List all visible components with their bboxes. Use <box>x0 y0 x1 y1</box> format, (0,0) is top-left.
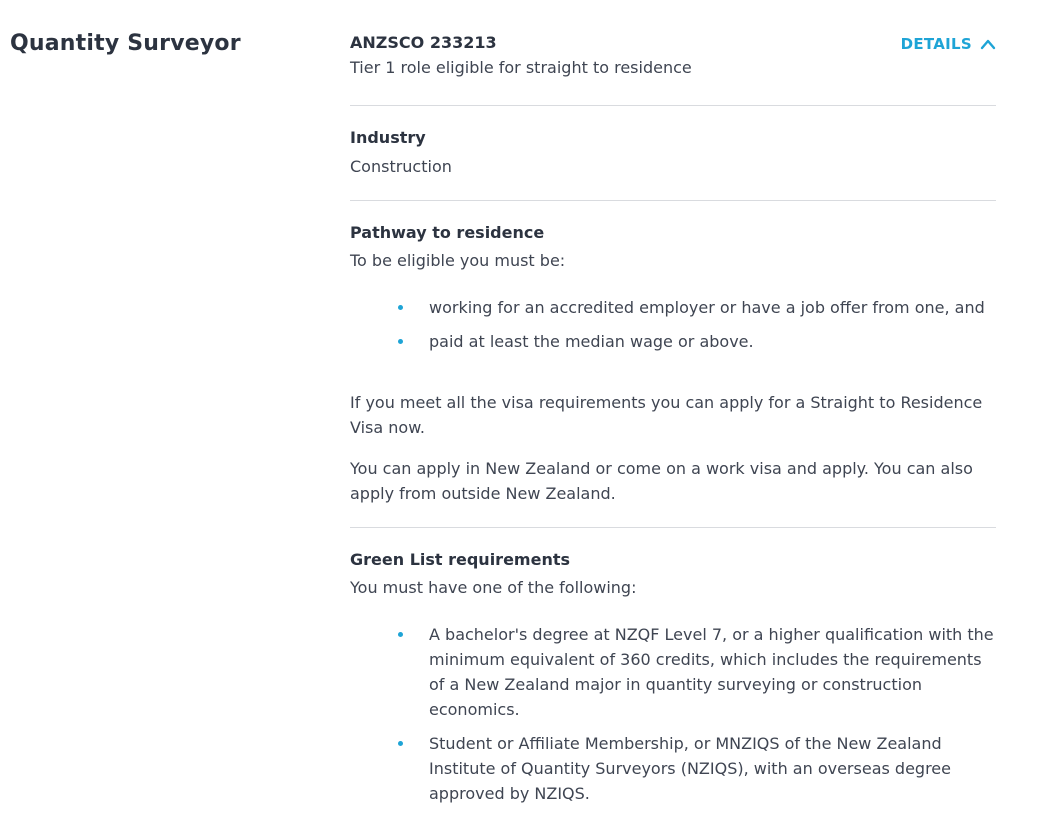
list-item <box>429 295 996 320</box>
bullet-icon <box>398 632 403 637</box>
chevron-up-icon <box>980 38 996 50</box>
role-summary <box>350 32 996 106</box>
details-toggle-button[interactable] <box>901 33 996 55</box>
list-item <box>429 622 996 722</box>
green-list-section <box>350 528 996 806</box>
list-item <box>429 731 996 806</box>
pathway-location-note: You can apply in New Zealand or come on a work visa and apply. You can also apply from outside New Zealand. <box>350 459 973 503</box>
bullet-icon <box>398 339 403 344</box>
industry-label: Industry <box>350 128 426 147</box>
green-list-requirements-list <box>350 622 996 806</box>
green-list-label: Green List requirements <box>350 550 571 569</box>
role-details-panel <box>350 32 996 815</box>
green-list-intro: You must have one of the following: <box>350 578 637 597</box>
pathway-apply-note: If you meet all the visa requirements you can apply for a Straight to Residence Visa now. <box>350 393 983 437</box>
role-title: Quantity Surveyor <box>10 31 241 56</box>
bullet-icon <box>398 305 403 310</box>
bullet-icon <box>398 741 403 746</box>
list-item-text: Student or Affiliate Membership, or MNZIQS of the New Zealand Institute of Quantity Surveyors (NZIQS), with an overseas degree approved by NZIQS. <box>429 734 951 803</box>
tier-description: Tier 1 role eligible for straight to residence <box>350 58 692 77</box>
list-item <box>429 329 996 354</box>
list-item-text: paid at least the median wage or above. <box>429 332 754 351</box>
pathway-label: Pathway to residence <box>350 223 545 242</box>
list-item-text: working for an accredited employer or have a job offer from one, and <box>429 298 985 317</box>
pathway-requirements-list <box>350 295 996 354</box>
pathway-intro: To be eligible you must be: <box>350 251 566 270</box>
pathway-section <box>350 201 996 528</box>
list-item-text: A bachelor's degree at NZQF Level 7, or a higher qualification with the minimum equivalent of 360 credits, which includes the requirements of a New Zealand major in quantity surveying or construction economics. <box>429 625 994 719</box>
industry-section <box>350 106 996 201</box>
details-toggle-label: DETAILS <box>900 35 972 53</box>
industry-value: Construction <box>350 157 452 176</box>
anzsco-code: ANZSCO 233213 <box>350 33 497 52</box>
